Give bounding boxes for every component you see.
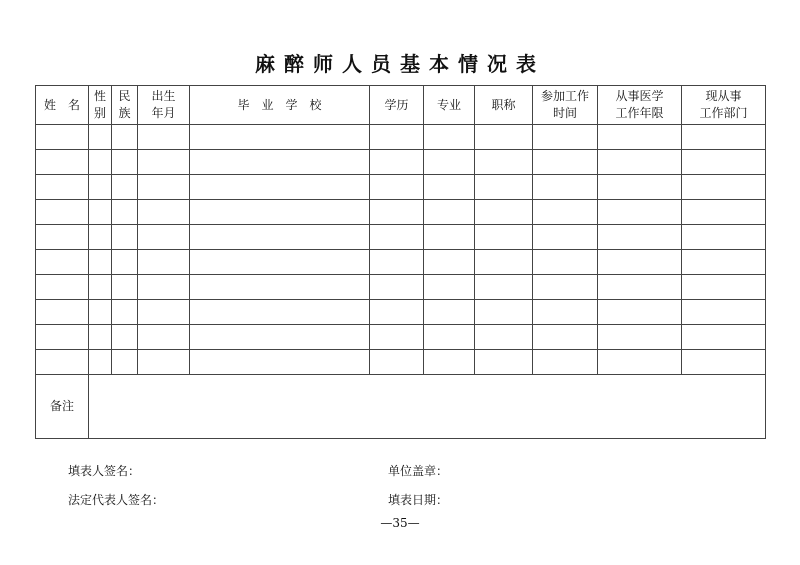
cell-ethnicity[interactable] [112,225,138,250]
col-header-current-dept [682,86,766,125]
col-header-label: 民 族 [118,89,131,120]
cell-major[interactable] [424,350,475,375]
cell-ethnicity[interactable] [112,275,138,300]
cell-education[interactable] [370,325,424,350]
cell-title[interactable] [475,200,533,225]
col-header-label: 性 别 [93,89,106,120]
cell-current-dept[interactable] [682,325,766,350]
cell-ethnicity[interactable] [112,200,138,225]
cell-education[interactable] [370,125,424,150]
col-header-name [36,86,89,125]
cell-major[interactable] [424,150,475,175]
cell-name[interactable] [36,150,89,175]
cell-current-dept[interactable] [682,200,766,225]
cell-work-start[interactable] [533,225,598,250]
cell-birth[interactable] [138,350,190,375]
cell-ethnicity[interactable] [112,350,138,375]
cell-education[interactable] [370,300,424,325]
cell-current-dept[interactable] [682,150,766,175]
cell-work-start[interactable] [533,300,598,325]
cell-birth[interactable] [138,125,190,150]
cell-major[interactable] [424,125,475,150]
cell-school[interactable] [190,175,370,200]
cell-years-medical[interactable] [598,225,682,250]
remark-row [36,375,766,439]
page-number: —35— [380,516,420,530]
cell-gender[interactable] [89,125,112,150]
cell-name[interactable] [36,325,89,350]
cell-gender[interactable] [89,200,112,225]
table-row [36,275,766,300]
cell-major[interactable] [424,200,475,225]
cell-work-start[interactable] [533,200,598,225]
cell-education[interactable] [370,225,424,250]
cell-education[interactable] [370,350,424,375]
cell-major[interactable] [424,300,475,325]
cell-birth[interactable] [138,225,190,250]
col-header-title [475,86,533,125]
cell-ethnicity[interactable] [112,300,138,325]
cell-title[interactable] [475,150,533,175]
cell-birth[interactable] [138,250,190,275]
col-header-work-start [533,86,598,125]
col-header-major [424,86,475,125]
cell-school[interactable] [190,225,370,250]
cell-education[interactable] [370,150,424,175]
cell-gender[interactable] [89,275,112,300]
cell-gender[interactable] [89,325,112,350]
cell-ethnicity[interactable] [112,325,138,350]
cell-name[interactable] [36,125,89,150]
cell-major[interactable] [424,250,475,275]
cell-birth[interactable] [138,275,190,300]
cell-name[interactable] [36,300,89,325]
col-header-label: 从事医学 工作年限 [615,89,664,120]
cell-name[interactable] [36,250,89,275]
unit-seal-label: 单位盖章： [388,464,449,478]
cell-current-dept[interactable] [682,125,766,150]
cell-gender[interactable] [89,350,112,375]
cell-years-medical[interactable] [598,250,682,275]
cell-years-medical[interactable] [598,275,682,300]
cell-ethnicity[interactable] [112,175,138,200]
table-row [36,325,766,350]
cell-name[interactable] [36,350,89,375]
cell-current-dept[interactable] [682,175,766,200]
cell-education[interactable] [370,175,424,200]
cell-name[interactable] [36,225,89,250]
cell-ethnicity[interactable] [112,250,138,275]
cell-work-start[interactable] [533,325,598,350]
col-header-birth [138,86,190,125]
cell-gender[interactable] [89,300,112,325]
cell-work-start[interactable] [533,250,598,275]
cell-work-start[interactable] [533,150,598,175]
col-header-label: 参加工作 时间 [540,89,589,120]
cell-school[interactable] [190,275,370,300]
cell-birth[interactable] [138,200,190,225]
table-row [36,350,766,375]
table-header-row [36,86,766,125]
cell-major[interactable] [424,225,475,250]
cell-gender[interactable] [89,225,112,250]
col-header-ethnicity [112,86,138,125]
table-row [36,225,766,250]
cell-years-medical[interactable] [598,175,682,200]
cell-birth[interactable] [138,325,190,350]
cell-years-medical[interactable] [598,125,682,150]
cell-school[interactable] [190,325,370,350]
cell-current-dept[interactable] [682,225,766,250]
col-header-label: 学历 [384,97,409,112]
table-body [36,125,766,439]
cell-current-dept[interactable] [682,350,766,375]
col-header-label: 专业 [436,97,461,112]
cell-name[interactable] [36,200,89,225]
cell-school[interactable] [190,125,370,150]
cell-ethnicity[interactable] [112,125,138,150]
col-header-label: 毕 业 学 校 [237,97,322,112]
cell-years-medical[interactable] [598,350,682,375]
cell-years-medical[interactable] [598,325,682,350]
cell-major[interactable] [424,325,475,350]
col-header-education [370,86,424,125]
cell-work-start[interactable] [533,125,598,150]
fill-date-label: 填表日期： [388,493,449,507]
cell-birth[interactable] [138,300,190,325]
cell-major[interactable] [424,175,475,200]
cell-birth[interactable] [138,175,190,200]
col-header-label: 姓 名 [43,97,80,112]
page-title: 麻醉师人员基本情况表 [255,52,545,76]
col-header-label: 出生 年月 [151,89,176,120]
cell-school[interactable] [190,250,370,275]
cell-birth[interactable] [138,150,190,175]
table-row [36,300,766,325]
cell-education[interactable] [370,275,424,300]
staff-info-table [35,85,766,439]
filler-signature-label: 填表人签名： [68,464,141,478]
table-row [36,150,766,175]
cell-title[interactable] [475,175,533,200]
cell-title[interactable] [475,350,533,375]
table-row [36,125,766,150]
col-header-label: 职称 [491,97,516,112]
cell-title[interactable] [475,275,533,300]
cell-work-start[interactable] [533,275,598,300]
remark-label: 备注 [36,375,89,439]
cell-gender[interactable] [89,175,112,200]
legal-rep-signature-label: 法定代表人签名： [68,493,165,507]
cell-years-medical[interactable] [598,300,682,325]
table-row [36,175,766,200]
cell-work-start[interactable] [533,175,598,200]
table-row [36,250,766,275]
cell-current-dept[interactable] [682,300,766,325]
cell-ethnicity[interactable] [112,150,138,175]
cell-school[interactable] [190,300,370,325]
remark-cell[interactable] [89,375,766,439]
cell-education[interactable] [370,250,424,275]
col-header-gender [89,86,112,125]
col-header-years-medical [598,86,682,125]
cell-gender[interactable] [89,150,112,175]
cell-title[interactable] [475,250,533,275]
cell-school[interactable] [190,350,370,375]
cell-title[interactable] [475,225,533,250]
cell-years-medical[interactable] [598,200,682,225]
cell-years-medical[interactable] [598,150,682,175]
cell-name[interactable] [36,175,89,200]
cell-major[interactable] [424,275,475,300]
cell-school[interactable] [190,150,370,175]
cell-school[interactable] [190,200,370,225]
cell-gender[interactable] [89,250,112,275]
cell-current-dept[interactable] [682,250,766,275]
cell-education[interactable] [370,200,424,225]
table-row [36,200,766,225]
cell-title[interactable] [475,300,533,325]
cell-name[interactable] [36,275,89,300]
col-header-school [190,86,370,125]
cell-title[interactable] [475,325,533,350]
cell-current-dept[interactable] [682,275,766,300]
cell-work-start[interactable] [533,350,598,375]
col-header-label: 现从事 工作部门 [699,89,748,120]
cell-title[interactable] [475,125,533,150]
